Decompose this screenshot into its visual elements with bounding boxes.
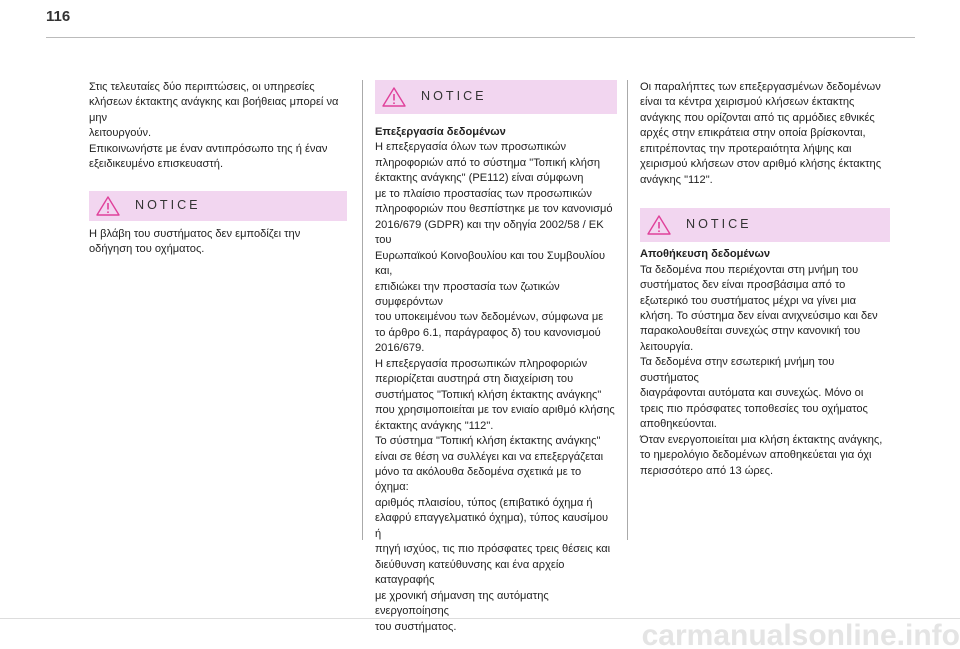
notice-header: [375, 80, 617, 114]
notice-title: NOTICE: [135, 197, 201, 212]
notice-heading: Επεξεργασία δεδομένων: [375, 126, 506, 138]
notice-title: NOTICE: [421, 89, 487, 104]
notice-title: NOTICE: [686, 217, 752, 232]
notice-box: [375, 80, 617, 635]
watermark: [0, 614, 960, 649]
warning-icon: [381, 86, 407, 108]
column-3: [640, 80, 890, 479]
watermark-text: carmanualsonline.info: [641, 619, 960, 649]
top-divider: [46, 37, 915, 38]
page-number: 116: [46, 8, 71, 25]
column-divider: [362, 80, 363, 540]
notice-box: [89, 191, 347, 258]
notice-content: [375, 114, 617, 635]
intro-text: Στις τελευταίες δύο περιπτώσεις, οι υπηρεσίες κλήσεων έκτακτης ανάγκης και βοήθειας μπορεί να μην λειτουργούν. Επικοινωνήστε με έναν αντιπρόσωπο της ή έναν εξειδικευμένο επισκευαστή.: [89, 81, 339, 171]
intro-text: Οι παραλήπτες των επεξεργασμένων δεδομένων είναι τα κέντρα χειρισμού κλήσεων έκτακτης ανάγκης που ορίζονται από τις αρμόδιες εθνικές αρχές στην επικράτεια στην οποία βρίσκονται, επιτρέποντας την προτεραιότητα λήψης και χειρισμού κλήσεων στον αριθμό κλήσης έκτακτης ανάγκης "112".: [640, 81, 882, 186]
column-divider: [627, 80, 628, 540]
notice-box: [640, 208, 890, 479]
notice-heading: Αποθήκευση δεδομένων: [640, 248, 771, 261]
notice-header: [89, 191, 347, 221]
warning-icon: [95, 195, 121, 217]
column-2: [375, 80, 617, 635]
notice-body: Η επεξεργασία όλων των προσωπικών πληροφοριών από το σύστημα "Τοπική κλήση έκτακτης ανάγκης" (PE112) είναι σύμφωνη με το πλαίσιο προστασίας των προσωπικών πληροφοριών που θεσπίστηκε με τον κανονισμό 2016/679 (GDPR) και την οδηγία 2002/58 / ΕΚ του Ευρωπαϊκού Κοινοβουλίου και του Συμβουλίου και, επιδιώκει την προστασία των ζωτικών συμφερόντων του υποκειμένου των δεδομένων, σύμφωνα με το άρθρο 6.1, παράγραφος δ) του κανονισμού 2016/679. Η επεξεργασία προσωπικών πληροφοριών περιορίζεται αυστηρά στη διαχείριση του συστήματος "Τοπική κλήση έκτακτης ανάγκης" που χρησιμοποιείται με τον ενιαίο αριθμό κλήσης έκτακτης ανάγκης "112". Το σύστημα "Τοπική κλήση έκτακτης ανάγκης" είναι σε θέση να συλλέγει και να επεξεργάζεται μόνο τα ακόλουθα δεδομένα σχετικά με το όχημα: αριθμός πλαισίου, τύπος (επιβατικό όχημα ή ελαφρύ επαγγελματικό όχημα), τύπος καυσίμου ή πηγή ισχύος, τις πιο πρόσφατες τρεις θέσεις και διεύθυνση κατεύθυνσης και ένα αρχείο καταγραφής με χρονική σήμανση της αυτόματης ενεργοποίησης του συστήματος.: [375, 141, 615, 633]
notice-content: [640, 242, 890, 479]
notice-body: Τα δεδομένα που περιέχονται στη μνήμη του συστήματος δεν είναι προσβάσιμα από το εξωτερικό του συστήματος μέχρι να γίνει μια κλήση. Το σύστημα δεν είναι ανιχνεύσιμο και δεν παρακολουθείται συνεχώς στην κανονική του λειτουργία. Τα δεδομένα στην εσωτερική μνήμη του συστήματος διαγράφονται αυτόματα και συνεχώς. Μόνο οι τρεις πιο πρόσφατες τοποθεσίες του οχήματος αποθηκεύονται. Όταν ενεργοποιείται μια κλήση έκτακτης ανάγκης, το ημερολόγιο δεδομένων αποθηκεύεται για όχι περισσότερο από 13 ώρες.: [640, 263, 883, 477]
notice-body: Η βλάβη του συστήματος δεν εμποδίζει την οδήγηση του οχήματος.: [89, 227, 301, 256]
column-1: [89, 80, 347, 258]
warning-icon: [646, 214, 672, 236]
notice-header: [640, 208, 890, 242]
